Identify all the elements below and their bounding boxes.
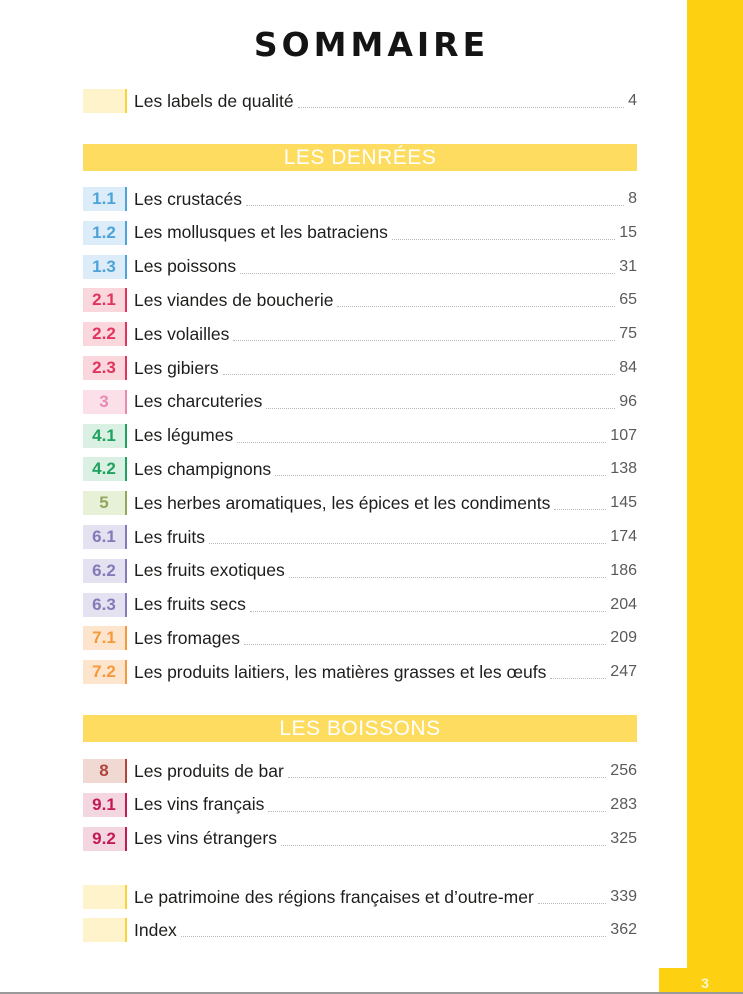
dot-leader (266, 407, 615, 409)
page-reference: 31 (619, 257, 637, 275)
entry-title: Les volailles (134, 323, 230, 344)
dot-leader (181, 935, 606, 937)
page-reference: 339 (610, 888, 637, 905)
entry-title: Le patrimoine des régions françaises et d’outre-mer (134, 886, 534, 907)
section-heading (83, 144, 637, 171)
page-number: 3 (701, 975, 709, 991)
dot-leader (281, 844, 606, 846)
page-reference: 209 (610, 629, 637, 647)
dot-leader (554, 508, 606, 510)
section-heading-text: LES BOISSONS (279, 716, 441, 740)
page-reference: 283 (610, 795, 637, 813)
page-reference: 325 (610, 829, 637, 847)
entry-title: Index (134, 919, 177, 940)
toc-entry[interactable] (83, 918, 637, 942)
chapter-number-badge: 7.1 (83, 626, 127, 650)
entry-title: Les crustacés (134, 188, 242, 209)
dot-leader (298, 106, 625, 108)
section-heading (83, 715, 637, 742)
chapter-number-badge: 5 (83, 491, 127, 515)
chapter-number-badge: 8 (83, 759, 127, 783)
toc-entry[interactable] (83, 424, 637, 448)
entry-title: Les fruits (134, 526, 205, 547)
entry-title: Les vins étrangers (134, 828, 277, 849)
page-reference: 107 (610, 426, 637, 444)
entry-title: Les labels de qualité (134, 90, 294, 111)
chapter-number-badge: 6.1 (83, 525, 127, 549)
dot-leader (246, 204, 624, 206)
dot-leader (250, 610, 606, 612)
dot-leader (209, 542, 606, 544)
page-reference: 186 (610, 561, 637, 579)
entry-title: Les légumes (134, 425, 234, 446)
toc-entry[interactable] (83, 356, 637, 380)
dot-leader (237, 441, 606, 443)
toc-entry[interactable] (83, 322, 637, 346)
chapter-number-badge: 2.1 (83, 288, 127, 312)
chapter-number-badge (83, 885, 127, 909)
toc-entry[interactable] (83, 827, 637, 851)
page-reference: 8 (628, 190, 637, 207)
page-reference: 96 (619, 392, 637, 410)
entry-title: Les produits de bar (134, 760, 284, 781)
page-reference: 138 (610, 460, 637, 478)
toc-entry[interactable] (83, 221, 637, 245)
page-reference: 75 (619, 325, 637, 343)
toc-entry[interactable] (83, 759, 637, 783)
dot-leader (538, 902, 607, 904)
toc-entry[interactable] (83, 390, 637, 414)
toc-entry[interactable] (83, 793, 637, 817)
page-reference: 65 (619, 291, 637, 309)
chapter-number-badge: 6.3 (83, 593, 127, 617)
toc-entry[interactable] (83, 89, 637, 113)
dot-leader (337, 305, 615, 307)
toc-entry[interactable] (83, 288, 637, 312)
entry-title: Les produits laitiers, les matières grasses et les œufs (134, 661, 547, 682)
yellow-side-band (687, 0, 743, 994)
toc-entry[interactable] (83, 457, 637, 481)
entry-title: Les fromages (134, 627, 241, 648)
toc-entry[interactable] (83, 559, 637, 583)
page-reference: 204 (610, 595, 637, 613)
toc-entry[interactable] (83, 660, 637, 684)
page-reference: 256 (610, 762, 637, 779)
entry-title: Les mollusques et les batraciens (134, 222, 388, 243)
dot-leader (240, 272, 615, 274)
chapter-number-badge (83, 918, 127, 942)
chapter-number-badge: 4.1 (83, 424, 127, 448)
chapter-number-badge (83, 89, 127, 113)
dot-leader (392, 238, 615, 240)
entry-title: Les gibiers (134, 357, 219, 378)
toc-entry[interactable] (83, 187, 637, 211)
dot-leader (244, 643, 606, 645)
dot-leader (223, 373, 616, 375)
dot-leader (288, 776, 606, 778)
entry-title: Les herbes aromatiques, les épices et les condiments (134, 492, 551, 513)
entry-title: Les fruits exotiques (134, 560, 285, 581)
page-reference: 362 (610, 921, 637, 938)
toc-entry[interactable] (83, 255, 637, 279)
chapter-number-badge: 9.1 (83, 793, 127, 817)
toc-entry[interactable] (83, 885, 637, 909)
section-heading-text: LES DENRÉES (283, 145, 437, 169)
page-reference: 174 (610, 528, 637, 545)
entry-title: Les charcuteries (134, 391, 263, 412)
chapter-number-badge: 2.2 (83, 322, 127, 346)
toc-entry[interactable] (83, 525, 637, 549)
chapter-number-badge: 1.1 (83, 187, 127, 211)
toc-entry[interactable] (83, 626, 637, 650)
page-reference: 4 (628, 92, 637, 109)
entry-title: Les vins français (134, 794, 265, 815)
dot-leader (233, 339, 615, 341)
page-reference: 247 (610, 663, 637, 681)
entry-title: Les fruits secs (134, 594, 246, 615)
page-reference: 15 (619, 223, 637, 241)
chapter-number-badge: 6.2 (83, 559, 127, 583)
dot-leader (550, 677, 606, 679)
entry-title: Les poissons (134, 256, 237, 277)
toc-entry[interactable] (83, 593, 637, 617)
page-title: SOMMAIRE (253, 25, 490, 64)
dot-leader (289, 576, 607, 578)
dot-leader (275, 474, 606, 476)
entry-title: Les viandes de boucherie (134, 289, 334, 310)
chapter-number-badge: 2.3 (83, 356, 127, 380)
entry-title: Les champignons (134, 458, 272, 479)
page-reference: 145 (610, 494, 637, 512)
chapter-number-badge: 4.2 (83, 457, 127, 481)
chapter-number-badge: 7.2 (83, 660, 127, 684)
toc-entry[interactable] (83, 491, 637, 515)
page-reference: 84 (619, 359, 637, 376)
chapter-number-badge: 3 (83, 390, 127, 414)
chapter-number-badge: 1.3 (83, 255, 127, 279)
chapter-number-badge: 1.2 (83, 221, 127, 245)
dot-leader (268, 810, 606, 812)
chapter-number-badge: 9.2 (83, 827, 127, 851)
